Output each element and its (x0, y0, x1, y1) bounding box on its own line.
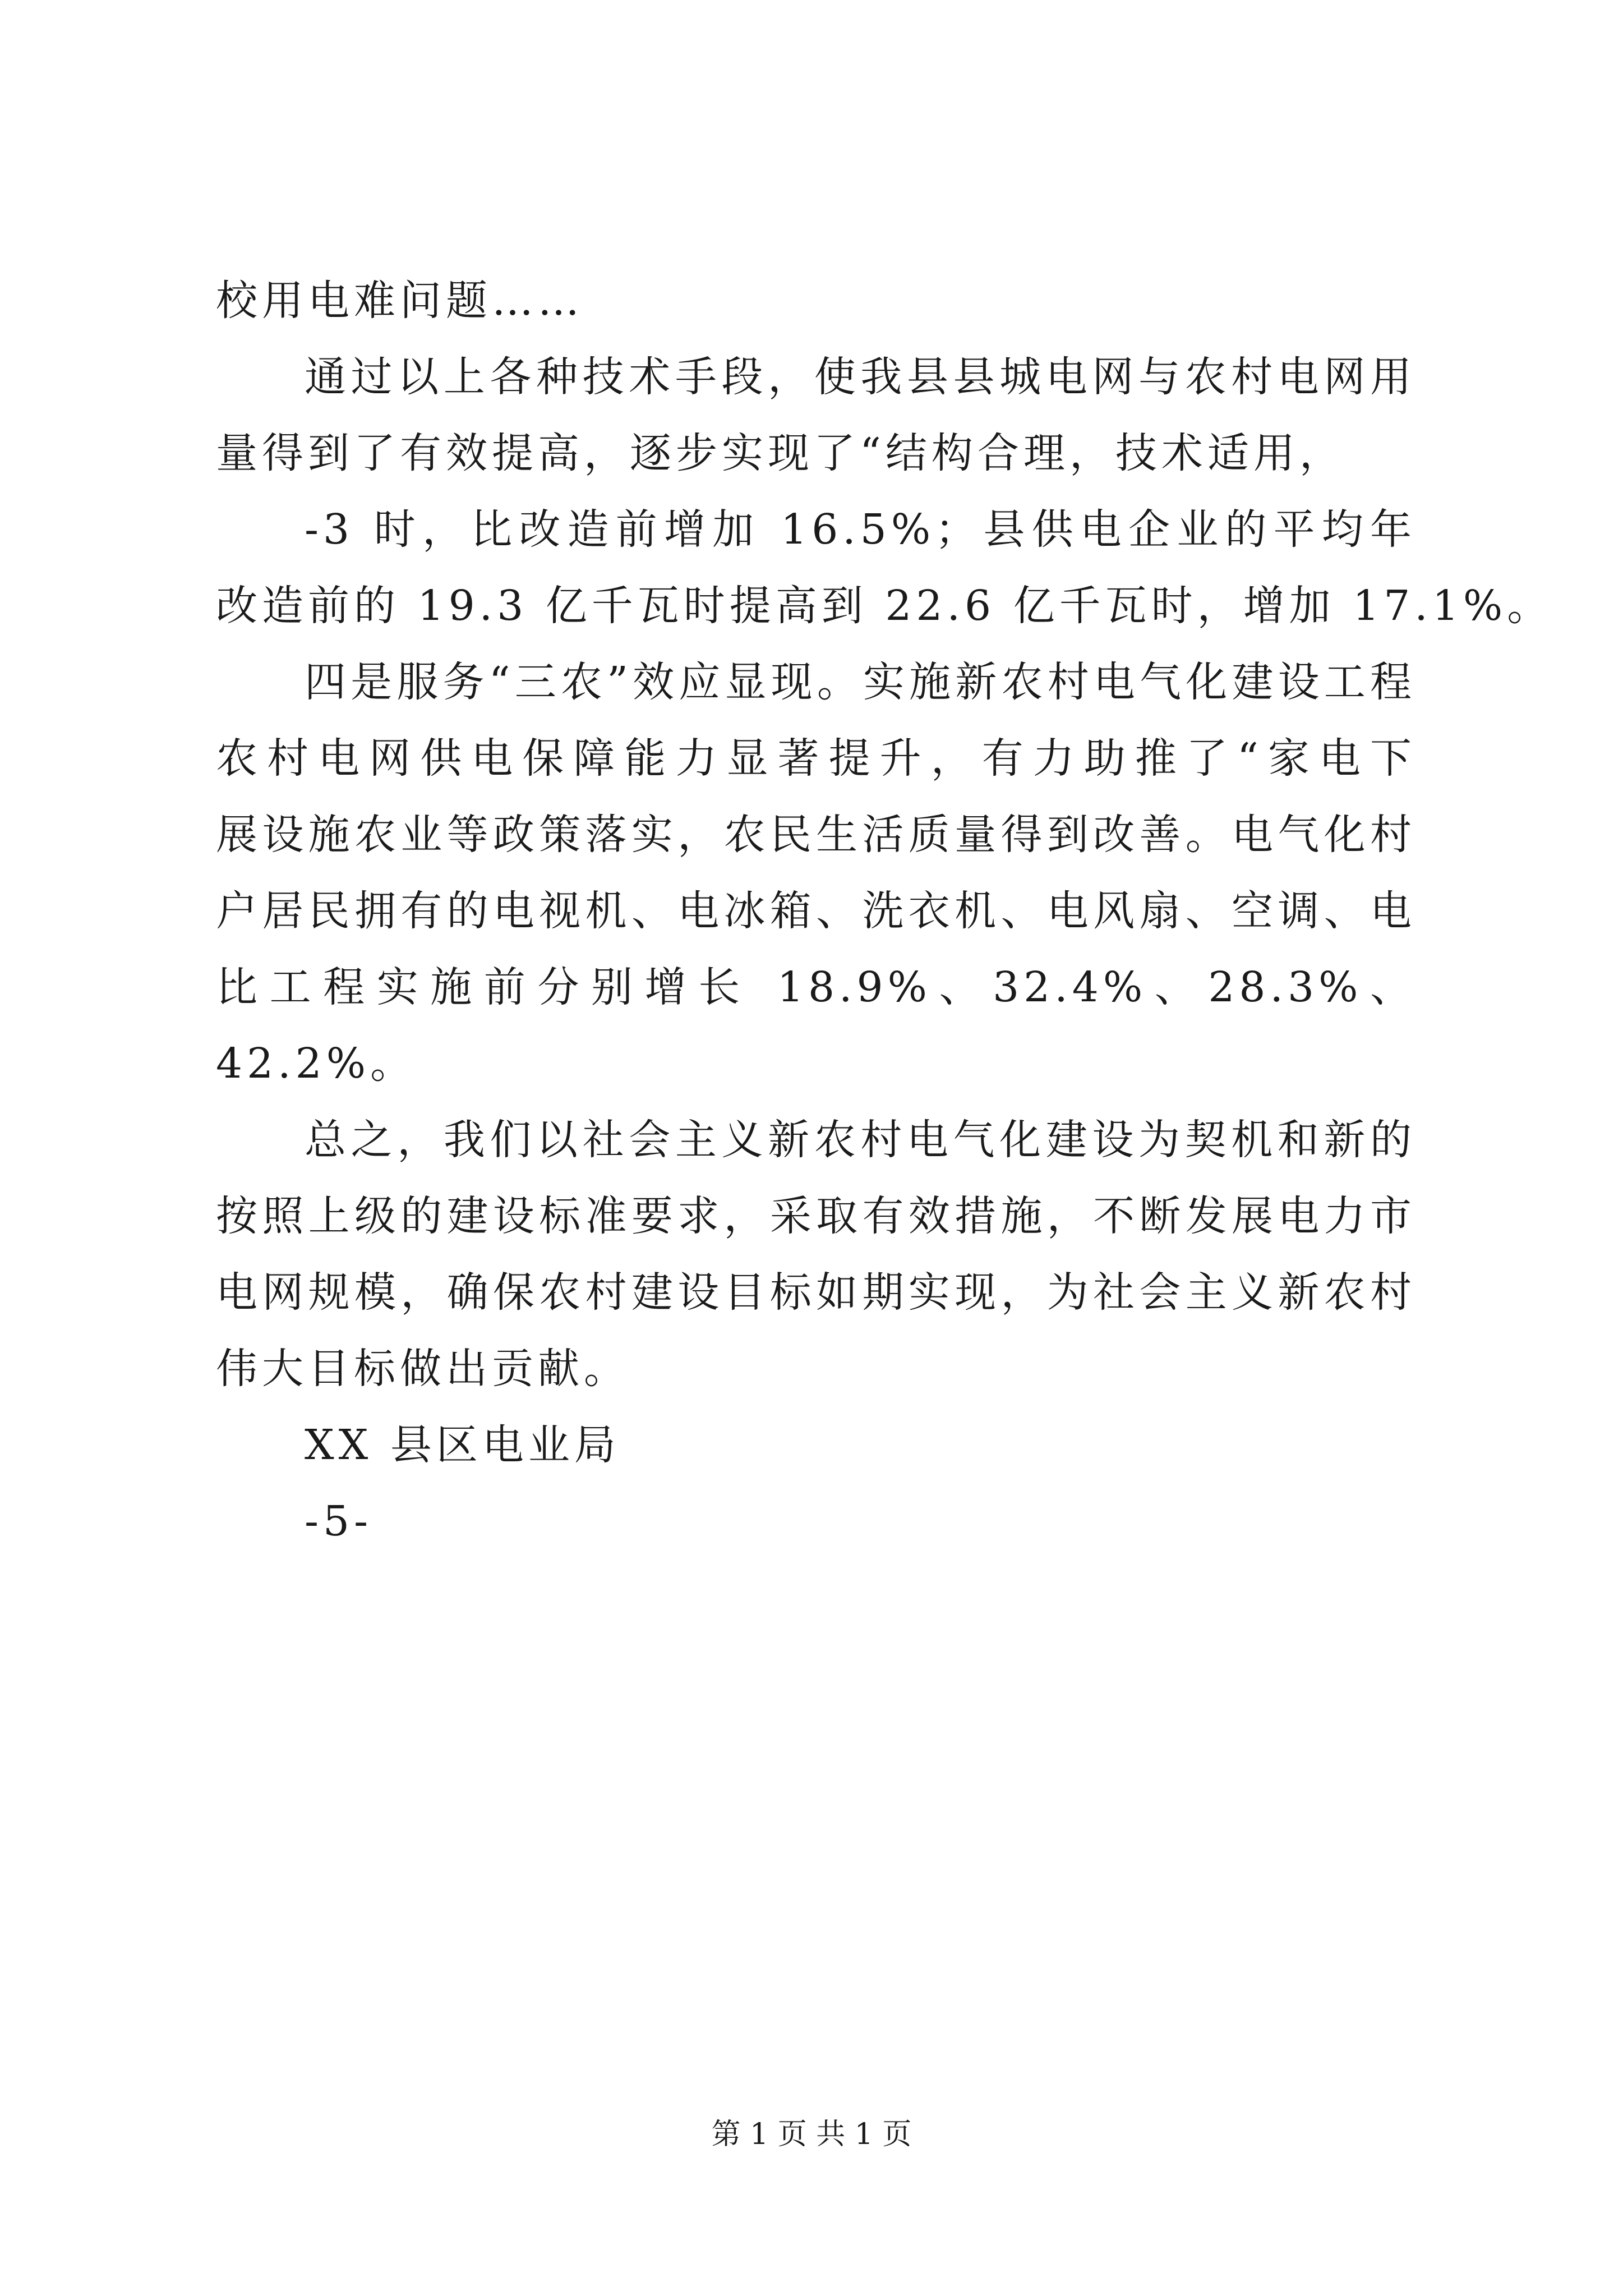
text-line: 总之，我们以社会主义新农村电气化建设为契机和新的 (305, 1116, 1416, 1164)
text-line: 42.2%。 (216, 1039, 417, 1088)
text-line: 量得到了有效提高，逐步实现了“结构合理，技术适用， (216, 429, 1345, 477)
text-line: 展设施农业等政策落实，农民生活质量得到改善。电气化村 (216, 811, 1416, 859)
page-footer: 第 1 页 共 1 页 (711, 2118, 912, 2151)
text-line: 改造前的 19.3 亿千瓦时提高到 22.6 亿千瓦时，增加 17.1%。 (216, 582, 1553, 630)
text-line: 电网规模，确保农村建设目标如期实现，为社会主义新农村 (216, 1268, 1416, 1317)
text-line: 户居民拥有的电视机、电冰箱、洗衣机、电风扇、空调、电 (216, 887, 1416, 935)
text-line: 比工程实施前分别增长 18.9%、32.4%、28.3%、 (216, 963, 1416, 1011)
page-marker-line: -5- (305, 1497, 373, 1545)
text-line: -3 时，比改造前增加 16.5%；县供电企业的平均年 (305, 505, 1416, 554)
signature-line: XX 县区电业局 (305, 1421, 620, 1469)
text-line: 校用电难问题…… (216, 277, 584, 325)
text-line: 通过以上各种技术手段，使我县县城电网与农村电网用 (305, 353, 1416, 401)
text-line: 四是服务“三农”效应显现。实施新农村电气化建设工程 (305, 658, 1416, 706)
text-line: 农村电网供电保障能力显著提升，有力助推了“家电下 (216, 734, 1416, 783)
document-body (216, 263, 1553, 1559)
text-line: 按照上级的建设标准要求，采取有效措施，不断发展电力市 (216, 1192, 1416, 1240)
text-line: 伟大目标做出贡献。 (216, 1345, 630, 1393)
